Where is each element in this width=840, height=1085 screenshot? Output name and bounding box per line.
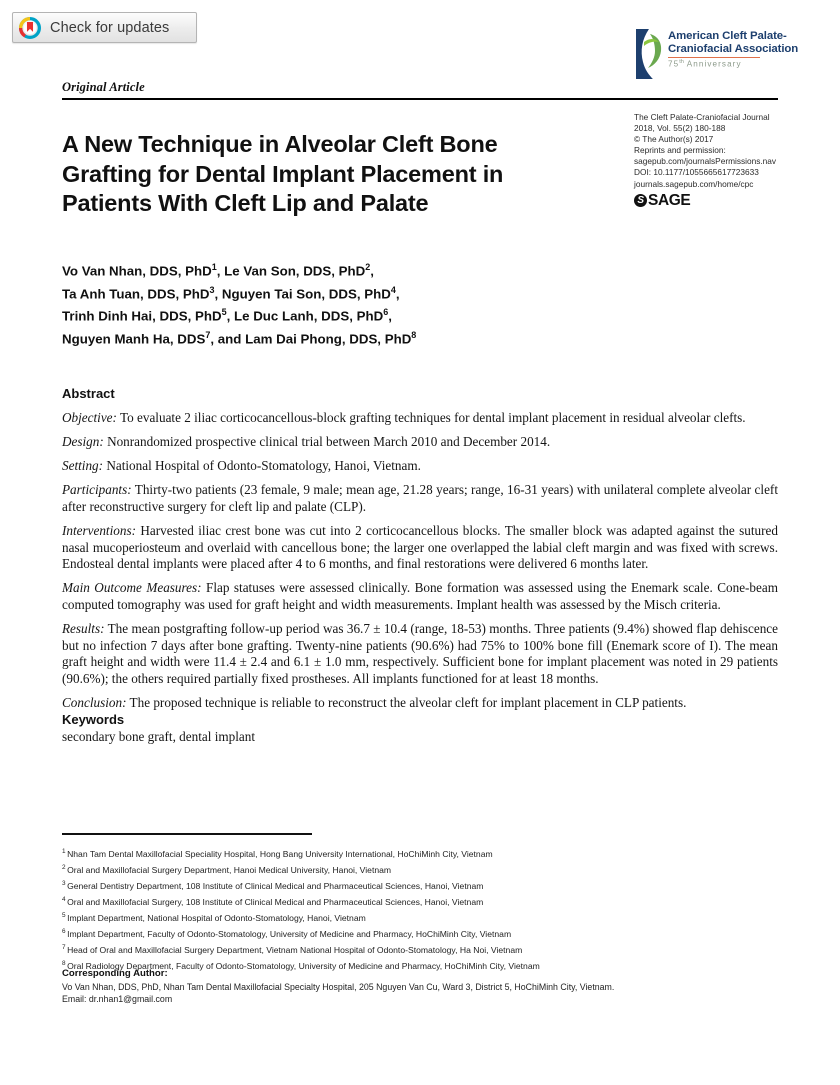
check-for-updates-label: Check for updates (50, 19, 170, 36)
affiliation-marker: 8 (62, 960, 66, 968)
affiliation-marker: 2 (62, 864, 66, 872)
journal-meta-line: Reprints and permission: (634, 145, 726, 156)
corresponding-author-email[interactable]: Email: dr.nhan1@gmail.com (62, 994, 173, 1005)
abstract-section-label: Results: (62, 620, 105, 636)
author-list: Vo Van Nhan, DDS, PhD$^1$, Le Van Son, DDS, PhD$^2$, Ta Anh Tuan, DDS, PhD$^3$, Nguyen Tai Son, DDS, PhD$^4$, Trinh Dinh Hai, DDS, PhD$^5$, Le Duc Lanh, DDS, PhD$^6$, Nguyen Manh Ha, DDS$^7$, and Lam Dai Phong, DDS, PhD$^8$ (62, 262, 417, 347)
association-logo-rule (668, 57, 760, 59)
journal-meta-line: © The Author(s) 2017 (634, 134, 714, 145)
footnote-divider (62, 833, 312, 835)
keywords-section (62, 712, 562, 745)
corresponding-author-address: Vo Van Nhan, DDS, PhD, Nhan Tam Dental Maxillofacial Specialty Hospital, 205 Nguyen Van Cu, Ward 3, District 5, HoChiMinh City, Vietnam. (62, 981, 615, 992)
abstract-section-label: Design: (62, 434, 104, 450)
affiliation-item: $^8$ Oral Radiology Department, Faculty of Odonto-Stomatology, University of Medicine and Pharmacy, HoChiMinh City, Vietnam (62, 960, 540, 972)
keywords-list: secondary bone graft, dental implant (62, 729, 255, 744)
sage-wordmark: SAGE (648, 191, 691, 209)
abstract-paragraph: Conclusion: The proposed technique is reliable to reconstruct the alveolar cleft for implant placement in CLP patients. (62, 694, 687, 710)
sage-mark-icon: S (634, 194, 647, 207)
abstract-section-label: Participants: (62, 482, 132, 498)
affiliation-item: $^3$ General Dentistry Department, 108 Institute of Clinical Medical and Pharmaceutical Sciences, Hanoi, Vietnam (62, 880, 484, 891)
abstract-paragraph: Participants: Thirty-two patients (23 female, 9 male; mean age, 21.28 years; range, 16-31 years) with unilateral complete alveolar cleft after reconstructive surgery for cleft lip and palate (CLP). (62, 482, 778, 514)
anniversary-ordinal: th (679, 59, 684, 66)
article-type-label: Original Article (62, 80, 145, 94)
abstract-paragraph: Design: Nonrandomized prospective clinical trial between March 2010 and December 2014. (62, 434, 551, 450)
affiliation-marker: 1 (62, 848, 66, 855)
abstract-section-label: Interventions: (62, 522, 136, 538)
sage-publisher-logo (634, 191, 834, 209)
page-title: A New Technique in Alveolar Cleft Bone Grafting for Dental Implant Placement in Patients With Cleft Lip and Palate (62, 131, 504, 216)
association-anniversary (668, 59, 798, 69)
journal-meta-doi[interactable]: DOI: 10.1177/1055665617723633 (634, 167, 759, 178)
affiliation-marker: 7 (62, 944, 66, 952)
abstract-body (62, 410, 778, 711)
abstract-section-label: Main Outcome Measures: (62, 580, 202, 596)
journal-meta-line: The Cleft Palate-Craniofacial Journal (634, 112, 770, 122)
abstract-section-label: Conclusion: (62, 694, 127, 710)
affiliation-marker: 4 (62, 896, 66, 904)
affiliation-item: $^2$ Oral and Maxillofacial Surgery Department, Hanoi Medical University, Hanoi, Vietnam (62, 864, 392, 875)
affiliation-item: $^7$ Head of Oral and Maxillofacial Surgery Department, Vietnam National Hospital of Odonto-Stomatology, Ha Noi, Vietnam (62, 944, 523, 956)
association-name-line2: Craniofacial Association (668, 42, 799, 55)
affiliation-item: $^4$ Oral and Maxillofacial Surgery, 108 Institute of Clinical Medical and Pharmaceutical Sciences, Hanoi, Vietnam (62, 896, 484, 908)
journal-metadata (634, 112, 834, 207)
anniversary-label: Anniversary (686, 59, 742, 69)
affiliation-item: $^6$ Implant Department, Faculty of Odonto-Stomatology, University of Medicine and Pharmacy, HoChiMinh City, Vietnam (62, 928, 512, 940)
abstract-section-label: Setting: (62, 458, 104, 474)
abstract-section (62, 386, 778, 719)
affiliation-marker: 5 (62, 912, 66, 920)
corresponding-author-section (62, 968, 762, 1006)
journal-meta-permissions-url[interactable]: sagepub.com/journalsPermissions.nav (634, 156, 777, 167)
association-logo (634, 28, 830, 86)
journal-meta-home-url[interactable]: journals.sagepub.com/home/cpc (634, 178, 754, 189)
header-divider (62, 98, 778, 100)
affiliation-marker: 6 (62, 928, 66, 936)
association-logo-text (668, 28, 798, 69)
check-for-updates-badge[interactable] (12, 12, 197, 43)
abstract-paragraph: Interventions: Harvested iliac crest bone was cut into 2 corticocancellous blocks. The smaller block was adapted against the sutured nasal mucoperiosteum and overlaid with cancellous bone; the larger one overlapped the labial cleft margin and was fixed with screws. Endosteal dental implants were placed after 4 to 6 months, and final restorations were delivered 6 months later. (62, 522, 778, 572)
abstract-heading: Abstract (62, 386, 115, 401)
abstract-paragraph: Objective: To evaluate 2 iliac corticocancellous-block grafting techniques for dental implant placement in residual alveolar clefts. (62, 410, 746, 425)
affiliation-item: $^5$ Implant Department, National Hospital of Odonto-Stomatology, Hanoi, Vietnam (62, 912, 366, 924)
affiliation-list (62, 845, 762, 974)
anniversary-number: 75 (668, 59, 680, 69)
affiliation-marker: 3 (62, 880, 66, 888)
abstract-paragraph: Setting: National Hospital of Odonto-Stomatology, Hanoi, Vietnam. (62, 458, 421, 474)
crossmark-icon (19, 17, 41, 39)
journal-meta-line: 2018, Vol. 55(2) 180-188 (634, 123, 726, 134)
abstract-section-label: Objective: (62, 410, 117, 425)
keywords-heading: Keywords (62, 712, 125, 727)
corresponding-author-heading: Corresponding Author: (62, 968, 168, 979)
abstract-paragraph: Main Outcome Measures: Flap statuses were assessed clinically. Bone formation was assessed using the Enemark scale. Cone-beam computed tomography was used for graft height and width measurements. Implant health was assessed by the Misch criteria. (62, 580, 778, 612)
affiliation-item: $^1$ Nhan Tam Dental Maxillofacial Speciality Hospital, Hong Bang University International, HoChiMinh City, Vietnam (62, 848, 493, 859)
abstract-paragraph: Results: The mean postgrafting follow-up period was 36.7 ± 10.4 (range, 18-53) months. Three patients (9.4%) showed flap dehiscence but no infection 7 days after bone grafting. Twenty-nine patients (90.6%) had 75% to 100% bone fill (Enemark score of I). The mean graft height and width were 11.4 ± 2.4 and 6.1 ± 1.0 mm, respectively. Sufficient bone for implant placement was noted in 29 patients (90.6%); the others required partially fixed prostheses. All implants functioned for at least 18 months. (62, 620, 778, 686)
association-emblem-icon (634, 28, 664, 80)
association-name-line1: American Cleft Palate- (668, 30, 787, 42)
